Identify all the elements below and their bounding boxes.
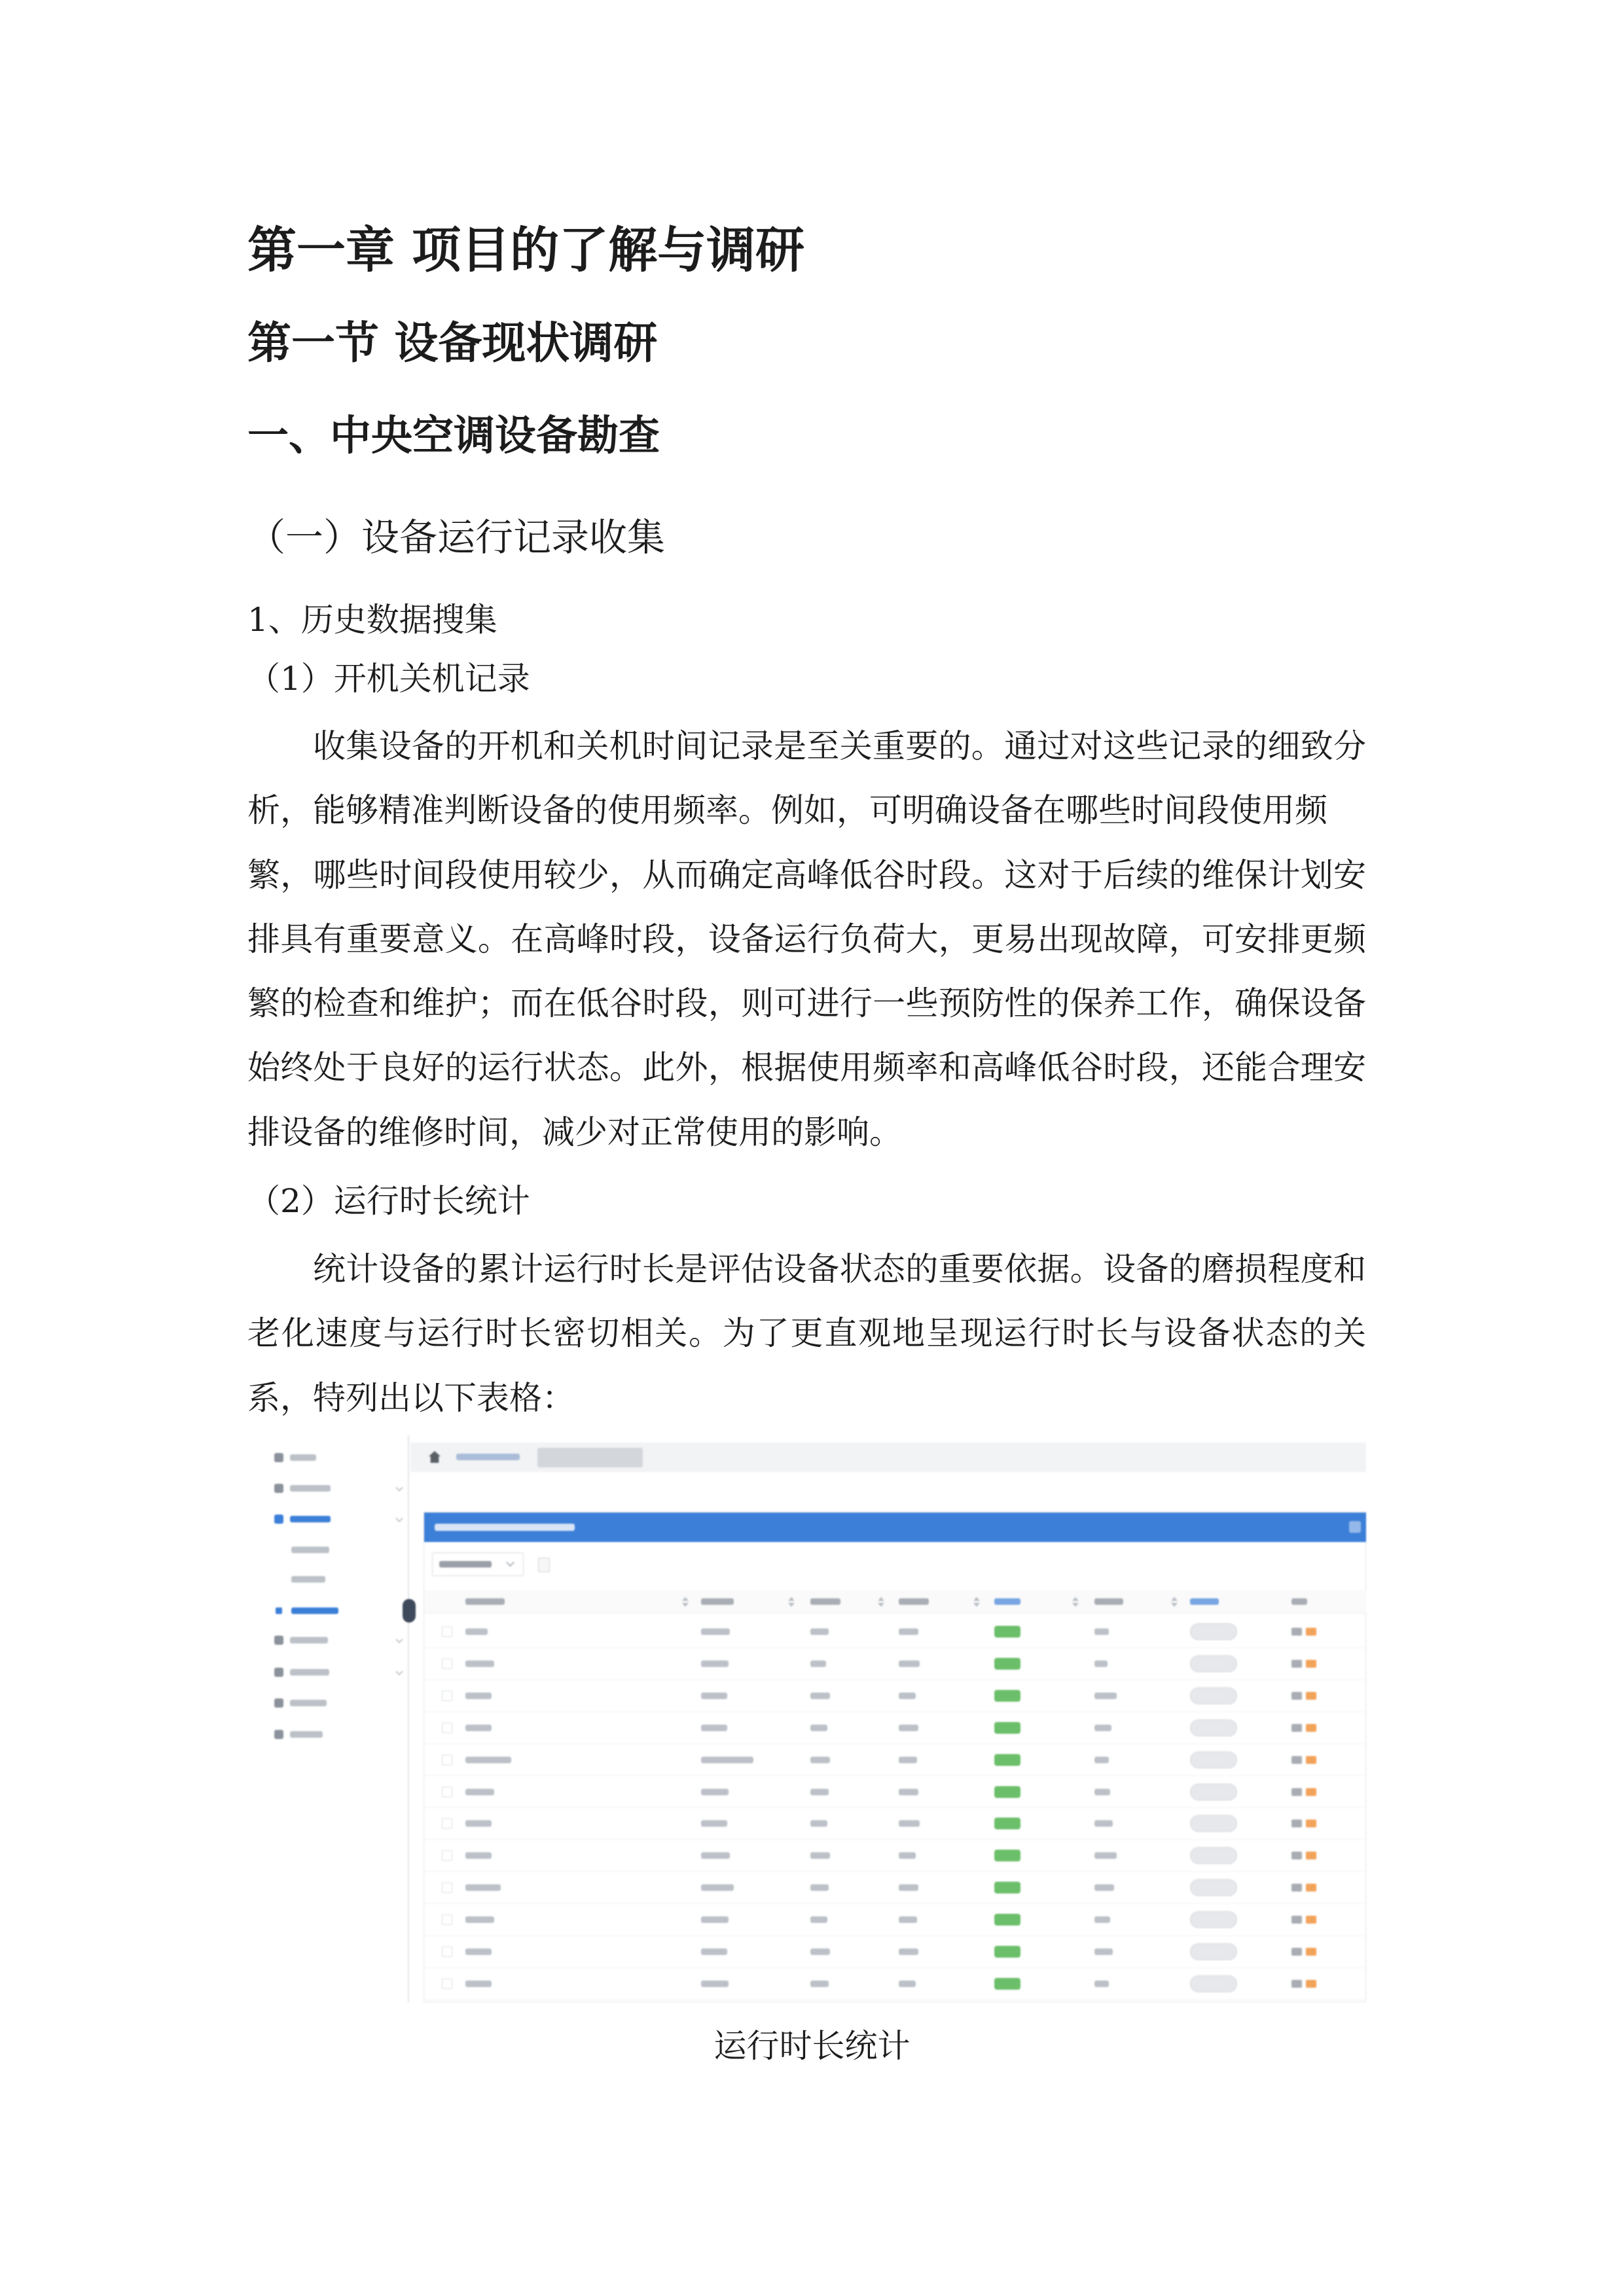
sidebar-item-icon bbox=[274, 1453, 283, 1462]
sidebar-item-icon bbox=[274, 1484, 283, 1493]
cell-text bbox=[899, 1789, 918, 1795]
sidebar-item-label bbox=[291, 1607, 338, 1614]
status-badge bbox=[994, 1914, 1020, 1926]
sort-icon[interactable] bbox=[682, 1603, 689, 1607]
cell-text bbox=[1094, 1820, 1113, 1827]
sidebar-item-label bbox=[290, 1516, 331, 1522]
edit-action[interactable] bbox=[1291, 1980, 1302, 1988]
cell-text bbox=[1094, 1757, 1109, 1763]
sort-icon[interactable] bbox=[973, 1603, 980, 1607]
delete-action[interactable] bbox=[1306, 1660, 1316, 1668]
cell-text bbox=[810, 1660, 826, 1667]
row-checkbox[interactable] bbox=[442, 1755, 452, 1765]
sort-icon[interactable] bbox=[878, 1597, 884, 1601]
home-icon bbox=[429, 1451, 441, 1463]
edit-action[interactable] bbox=[1291, 1788, 1302, 1796]
table-row[interactable] bbox=[424, 1680, 1366, 1712]
sidebar-item-icon bbox=[274, 1515, 283, 1524]
status-badge bbox=[994, 1690, 1020, 1702]
cell-text bbox=[1094, 1916, 1110, 1923]
chevron-down-icon bbox=[395, 1636, 403, 1643]
cell-text bbox=[465, 1757, 511, 1763]
chapter-title: 第一章 项目的了解与调研 bbox=[247, 221, 805, 279]
status-badge bbox=[994, 1850, 1020, 1861]
cell-text bbox=[701, 1820, 727, 1827]
table-panel bbox=[424, 1512, 1366, 2002]
table-row[interactable] bbox=[424, 1712, 1366, 1744]
paragraph-line: 繁，哪些时间段使用较少，从而确定高峰低谷时段。这对于后续的维保计划安 bbox=[247, 855, 1366, 894]
cell-text bbox=[810, 1852, 830, 1859]
row-checkbox[interactable] bbox=[442, 1850, 452, 1861]
sidebar bbox=[268, 1435, 409, 2002]
cell-text bbox=[810, 1948, 830, 1955]
edit-action[interactable] bbox=[1291, 1692, 1302, 1700]
filter-button[interactable] bbox=[538, 1558, 550, 1572]
status-toggle[interactable] bbox=[1190, 1975, 1237, 1992]
table-row[interactable] bbox=[424, 1840, 1366, 1872]
delete-action[interactable] bbox=[1306, 1788, 1316, 1796]
cell-text bbox=[1094, 1981, 1109, 1987]
sidebar-item-icon bbox=[276, 1607, 282, 1614]
column-header bbox=[465, 1598, 505, 1605]
cell-text bbox=[899, 1757, 917, 1763]
cell-text bbox=[701, 1884, 734, 1891]
cell-text bbox=[810, 1789, 829, 1795]
sort-icon[interactable] bbox=[1171, 1603, 1178, 1607]
row-checkbox[interactable] bbox=[442, 1723, 452, 1733]
status-toggle[interactable] bbox=[1190, 1815, 1237, 1832]
sort-icon[interactable] bbox=[1072, 1597, 1079, 1601]
delete-action[interactable] bbox=[1306, 1916, 1316, 1924]
table-row[interactable] bbox=[424, 1936, 1366, 1968]
cell-text bbox=[899, 1820, 920, 1827]
status-toggle[interactable] bbox=[1190, 1623, 1237, 1640]
sidebar-item-label bbox=[290, 1485, 331, 1492]
status-toggle[interactable] bbox=[1190, 1911, 1237, 1928]
cell-text bbox=[810, 1820, 827, 1827]
runtime-statistics-screenshot bbox=[268, 1435, 1366, 2002]
cell-text bbox=[465, 1789, 494, 1795]
cell-text bbox=[465, 1852, 492, 1859]
cell-text bbox=[701, 1789, 729, 1795]
sidebar-item-label bbox=[290, 1669, 329, 1676]
panel-header bbox=[424, 1513, 1366, 1542]
paragraph-line: 析，能够精准判断设备的使用频率。例如，可明确设备在哪些时间段使用频 bbox=[247, 791, 1327, 830]
column-header bbox=[1094, 1598, 1123, 1605]
cell-text bbox=[810, 1757, 830, 1763]
chevron-down-icon bbox=[506, 1558, 514, 1567]
sidebar-item[interactable] bbox=[268, 1506, 409, 1532]
status-badge bbox=[994, 1946, 1020, 1958]
sidebar-item[interactable] bbox=[268, 1627, 409, 1653]
cell-text bbox=[899, 1884, 918, 1891]
column-header bbox=[899, 1598, 929, 1605]
column-header bbox=[810, 1598, 840, 1605]
sidebar-item-icon bbox=[274, 1730, 283, 1739]
paragraph-line: 始终处于良好的运行状态。此外，根据使用频率和高峰低谷时段，还能合理安 bbox=[247, 1049, 1366, 1087]
table-row[interactable] bbox=[424, 1744, 1366, 1776]
cell-text bbox=[465, 1725, 492, 1731]
chevron-down-icon bbox=[395, 1668, 403, 1675]
table-row[interactable] bbox=[424, 1904, 1366, 1936]
sidebar-item-icon bbox=[274, 1698, 283, 1708]
edit-action[interactable] bbox=[1291, 1820, 1302, 1827]
sidebar-item-label bbox=[290, 1637, 328, 1643]
sidebar-item-icon bbox=[274, 1668, 283, 1677]
status-badge bbox=[994, 1818, 1020, 1829]
delete-action[interactable] bbox=[1306, 1980, 1316, 1988]
table-row[interactable] bbox=[424, 1872, 1366, 1904]
column-header bbox=[1291, 1598, 1307, 1605]
column-header bbox=[1190, 1598, 1219, 1605]
sort-icon[interactable] bbox=[788, 1603, 795, 1607]
filter-select[interactable] bbox=[432, 1552, 524, 1576]
cell-text bbox=[899, 1660, 920, 1667]
part-title: 一、中央空调设备勘查 bbox=[247, 411, 660, 459]
edit-action[interactable] bbox=[1291, 1756, 1302, 1764]
cell-text bbox=[701, 1628, 730, 1635]
cell-text bbox=[1094, 1852, 1117, 1859]
cell-text bbox=[899, 1693, 916, 1699]
filter-select-value bbox=[439, 1561, 492, 1568]
cell-text bbox=[465, 1948, 492, 1955]
cell-text bbox=[899, 1725, 918, 1731]
row-checkbox[interactable] bbox=[442, 1914, 452, 1925]
sidebar-item[interactable] bbox=[268, 1537, 409, 1563]
item-title: 1、历史数据搜集 bbox=[247, 601, 497, 639]
status-toggle[interactable] bbox=[1190, 1687, 1237, 1704]
chevron-down-icon bbox=[395, 1484, 403, 1491]
status-badge bbox=[994, 1786, 1020, 1798]
chevron-down-icon bbox=[395, 1515, 403, 1522]
status-badge bbox=[994, 1626, 1020, 1638]
cell-text bbox=[810, 1981, 829, 1987]
cell-text bbox=[1094, 1789, 1110, 1795]
sidebar-item-icon bbox=[274, 1636, 283, 1645]
sidebar-item[interactable] bbox=[268, 1475, 409, 1501]
column-header bbox=[701, 1598, 734, 1605]
delete-action[interactable] bbox=[1306, 1628, 1316, 1636]
sort-icon[interactable] bbox=[973, 1597, 980, 1601]
sidebar-item[interactable] bbox=[268, 1659, 409, 1685]
sidebar-collapse-handle[interactable] bbox=[403, 1599, 416, 1623]
cell-text bbox=[1094, 1884, 1114, 1891]
cell-text bbox=[899, 1852, 916, 1859]
paragraph-line: 排设备的维修时间，减少对正常使用的影响。 bbox=[247, 1113, 902, 1151]
sidebar-item-label bbox=[290, 1731, 323, 1738]
edit-action[interactable] bbox=[1291, 1852, 1302, 1859]
sidebar-item[interactable] bbox=[268, 1690, 409, 1716]
status-toggle[interactable] bbox=[1190, 1719, 1237, 1736]
cell-text bbox=[465, 1693, 492, 1699]
edit-action[interactable] bbox=[1291, 1884, 1302, 1892]
sidebar-item-label bbox=[290, 1700, 327, 1706]
delete-action[interactable] bbox=[1306, 1852, 1316, 1859]
sort-icon[interactable] bbox=[878, 1603, 884, 1607]
cell-text bbox=[465, 1660, 494, 1667]
figure-caption: 运行时长统计 bbox=[713, 2027, 911, 2065]
expand-icon[interactable] bbox=[1349, 1521, 1361, 1533]
cell-text bbox=[1094, 1725, 1111, 1731]
cell-text bbox=[1094, 1660, 1108, 1667]
cell-text bbox=[810, 1693, 830, 1699]
breadcrumb bbox=[410, 1443, 1366, 1472]
cell-text bbox=[1094, 1693, 1117, 1699]
delete-action[interactable] bbox=[1306, 1820, 1316, 1827]
runtime-statistics-title: （2）运行时长统计 bbox=[247, 1182, 530, 1220]
table-row[interactable] bbox=[424, 1776, 1366, 1808]
table-row[interactable] bbox=[424, 1648, 1366, 1680]
status-toggle[interactable] bbox=[1190, 1655, 1237, 1672]
status-badge bbox=[994, 1978, 1020, 1990]
runtime-statistics-paragraph bbox=[247, 1237, 1366, 1430]
delete-action[interactable] bbox=[1306, 1884, 1316, 1892]
delete-action[interactable] bbox=[1306, 1724, 1316, 1732]
sort-icon[interactable] bbox=[682, 1597, 689, 1601]
edit-action[interactable] bbox=[1291, 1628, 1302, 1636]
row-checkbox[interactable] bbox=[442, 1787, 452, 1797]
sidebar-item-label bbox=[290, 1454, 316, 1461]
sort-icon[interactable] bbox=[1171, 1597, 1178, 1601]
cell-text bbox=[465, 1884, 501, 1891]
column-header bbox=[994, 1598, 1020, 1605]
startup-shutdown-title: （1）开机关机记录 bbox=[247, 660, 530, 698]
cell-text bbox=[701, 1660, 729, 1667]
sidebar-item[interactable] bbox=[268, 1598, 409, 1624]
cell-text bbox=[899, 1916, 917, 1923]
sidebar-item[interactable] bbox=[268, 1566, 409, 1592]
cell-text bbox=[465, 1820, 492, 1827]
status-toggle[interactable] bbox=[1190, 1847, 1237, 1864]
row-checkbox[interactable] bbox=[442, 1659, 452, 1669]
cell-text bbox=[1094, 1628, 1109, 1635]
cell-text bbox=[810, 1884, 829, 1891]
paragraph-line: 繁的检查和维护；而在低谷时段，则可进行一些预防性的保养工作，确保设备 bbox=[247, 984, 1366, 1023]
cell-text bbox=[810, 1916, 827, 1923]
status-toggle[interactable] bbox=[1190, 1784, 1237, 1801]
sidebar-item-label bbox=[291, 1547, 329, 1553]
breadcrumb-label bbox=[456, 1454, 520, 1460]
table-header bbox=[424, 1590, 1366, 1613]
status-toggle[interactable] bbox=[1190, 1751, 1237, 1768]
row-checkbox[interactable] bbox=[442, 1691, 452, 1701]
status-badge bbox=[994, 1882, 1020, 1893]
cell-text bbox=[810, 1725, 827, 1731]
table-row[interactable] bbox=[424, 1968, 1366, 2000]
cell-text bbox=[899, 1628, 918, 1635]
edit-action[interactable] bbox=[1291, 1916, 1302, 1924]
cell-text bbox=[701, 1852, 730, 1859]
paragraph-line: 统计设备的累计运行时长是评估设备状态的重要依据。设备的磨损程度和 bbox=[313, 1250, 1366, 1288]
edit-action[interactable] bbox=[1291, 1660, 1302, 1668]
delete-action[interactable] bbox=[1306, 1756, 1316, 1764]
panel-header-title bbox=[435, 1524, 575, 1531]
row-checkbox[interactable] bbox=[442, 1946, 452, 1957]
delete-action[interactable] bbox=[1306, 1948, 1316, 1956]
paragraph-line: 收集设备的开机和关机时间记录是至关重要的。通过对这些记录的细致分 bbox=[313, 727, 1366, 765]
cell-text bbox=[701, 1981, 729, 1987]
sidebar-item[interactable] bbox=[268, 1444, 409, 1471]
edit-action[interactable] bbox=[1291, 1948, 1302, 1956]
row-checkbox[interactable] bbox=[442, 1979, 452, 1989]
subpart-title: （一）设备运行记录收集 bbox=[247, 515, 666, 560]
row-checkbox[interactable] bbox=[442, 1882, 452, 1893]
startup-shutdown-paragraph bbox=[247, 714, 1366, 1164]
cell-text bbox=[465, 1916, 494, 1923]
cell-text bbox=[899, 1948, 918, 1955]
cell-text bbox=[899, 1981, 916, 1987]
paragraph-line: 系，特列出以下表格： bbox=[247, 1378, 575, 1417]
cell-text bbox=[701, 1948, 727, 1955]
section-title: 第一节 设备现状调研 bbox=[247, 317, 658, 368]
cell-text bbox=[465, 1628, 488, 1635]
paragraph-line: 老化速度与运行时长密切相关。为了更直观地呈现运行时长与设备状态的关 bbox=[247, 1314, 1366, 1353]
table-row[interactable] bbox=[424, 1616, 1366, 1648]
sidebar-item[interactable] bbox=[268, 1721, 409, 1748]
cell-text bbox=[1094, 1948, 1113, 1955]
cell-text bbox=[701, 1916, 729, 1923]
delete-action[interactable] bbox=[1306, 1692, 1316, 1700]
status-toggle[interactable] bbox=[1190, 1943, 1237, 1960]
table-row[interactable] bbox=[424, 1808, 1366, 1840]
sidebar-item-label bbox=[291, 1576, 325, 1583]
cell-text bbox=[701, 1693, 727, 1699]
cell-text bbox=[810, 1628, 829, 1635]
breadcrumb-tab[interactable] bbox=[537, 1448, 643, 1467]
cell-text bbox=[701, 1757, 753, 1763]
sort-icon[interactable] bbox=[1072, 1603, 1079, 1607]
cell-text bbox=[701, 1725, 727, 1731]
status-badge bbox=[994, 1754, 1020, 1766]
paragraph-line: 排具有重要意义。在高峰时段，设备运行负荷大，更易出现故障，可安排更频 bbox=[247, 920, 1366, 958]
sort-icon[interactable] bbox=[788, 1597, 795, 1601]
status-badge bbox=[994, 1658, 1020, 1670]
row-checkbox[interactable] bbox=[442, 1818, 452, 1829]
status-toggle[interactable] bbox=[1190, 1879, 1237, 1896]
cell-text bbox=[465, 1981, 492, 1987]
row-checkbox[interactable] bbox=[442, 1626, 452, 1637]
edit-action[interactable] bbox=[1291, 1724, 1302, 1732]
status-badge bbox=[994, 1722, 1020, 1734]
